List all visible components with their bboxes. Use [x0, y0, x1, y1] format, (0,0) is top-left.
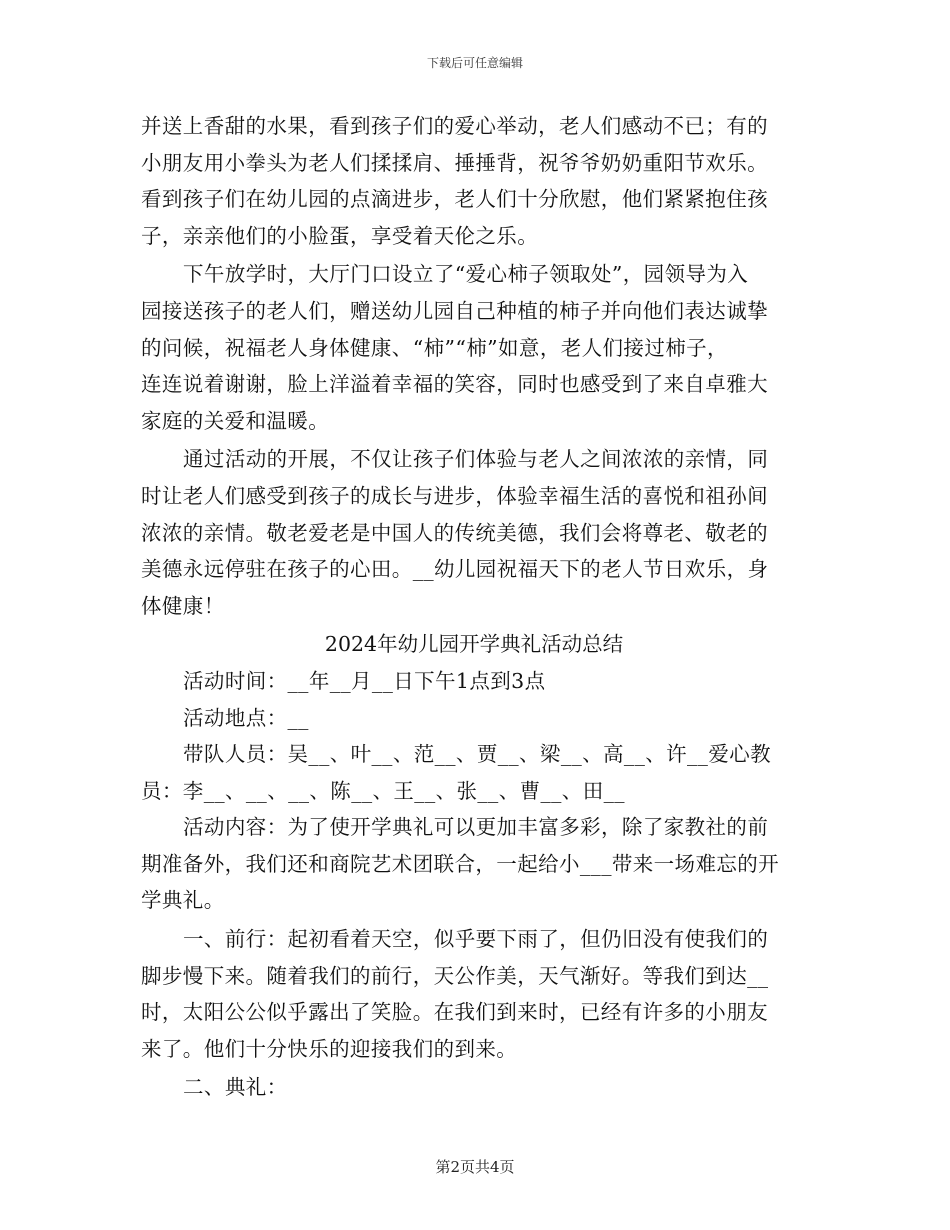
text-line: 期准备外，我们还和商院艺术团联合，一起给小___带来一场难忘的开: [141, 851, 780, 876]
team-members: [141, 736, 807, 809]
text-line: 通过活动的开展，不仅让孩子们体验与老人之间浓浓的亲情，同: [183, 447, 769, 472]
text-line: 时，太阳公公似乎露出了笑脸。在我们到来时，已经有许多的小朋友: [141, 1000, 768, 1025]
text-line: 活动地点：__: [183, 705, 309, 730]
text-line: 看到孩子们在幼儿园的点滴进步，老人们十分欣慰，他们紧紧抱住孩: [141, 187, 768, 212]
page-number: 第2页共4页: [435, 1158, 515, 1176]
text-line: 脚步慢下来。随着我们的前行，天公作美，天气渐好。等我们到达__: [141, 963, 769, 988]
part-one-journey: [141, 921, 807, 1067]
activity-time: [141, 663, 807, 700]
section-title: 2024年幼儿园开学典礼活动总结: [324, 632, 624, 657]
activity-location: [141, 700, 807, 737]
part-two-ceremony: [141, 1069, 807, 1106]
text-line: 时让老人们感受到孩子的成长与进步，体验幸福生活的喜悦和祖孙间: [141, 483, 768, 508]
text-line: 员：李__、__、__、陈__、王__、张__、曹__、田__: [141, 778, 625, 803]
activity-content: [141, 809, 807, 919]
header-note: 下载后可任意编辑: [426, 56, 523, 70]
text-line: 活动时间：__年__月__日下午1点到3点: [183, 668, 546, 693]
paragraph-conclusion: [141, 441, 807, 624]
document-body: [141, 108, 807, 1106]
text-line: 并送上香甜的水果，看到孩子们的爱心举动，老人们感动不已；有的: [141, 114, 768, 138]
text-line: 家庭的关爱和温暖。: [141, 408, 330, 433]
text-line: 学典礼。: [141, 888, 225, 913]
text-line: 园接送孩子的老人们，赠送幼儿园自己种植的柿子并向他们表达诚挚: [141, 298, 768, 323]
text-line: 美德永远停驻在孩子的心田。__幼儿园祝福天下的老人节日欢乐，身: [141, 557, 769, 582]
text-line: 一、前行：起初看着天空，似乎要下雨了，但仍旧没有使我们的: [183, 927, 769, 952]
text-line: 下午放学时，大厅门口设立了“爱心柿子领取处”，园领导为入: [183, 262, 749, 287]
text-line: 的问候，祝福老人身体健康、“柿”“柿”如意，老人们接过柿子，: [141, 335, 728, 360]
text-line: 浓浓的亲情。敬老爱老是中国人的传统美德，我们会将尊老、敬老的: [141, 520, 768, 545]
text-line: 连连说着谢谢，脸上洋溢着幸福的笑容，同时也感受到了来自卓雅大: [141, 372, 768, 397]
text-line: 小朋友用小拳头为老人们揉揉肩、捶捶背，祝爷爷奶奶重阳节欢乐。: [141, 150, 768, 175]
text-line: 二、典礼：: [183, 1075, 288, 1100]
text-line: 子，亲亲他们的小脸蛋，享受着天伦之乐。: [141, 223, 539, 248]
paragraph-persimmon: [141, 256, 807, 439]
text-line: 体健康！: [141, 593, 225, 618]
text-line: 来了。他们十分快乐的迎接我们的到来。: [141, 1036, 518, 1061]
paragraph-continuation: [141, 108, 807, 254]
text-line: 活动内容：为了使开学典礼可以更加丰富多彩，除了家教社的前: [183, 815, 769, 840]
text-line: 带队人员：吴__、叶__、范__、贾__、梁__、高__、许__爱心教: [183, 742, 772, 767]
